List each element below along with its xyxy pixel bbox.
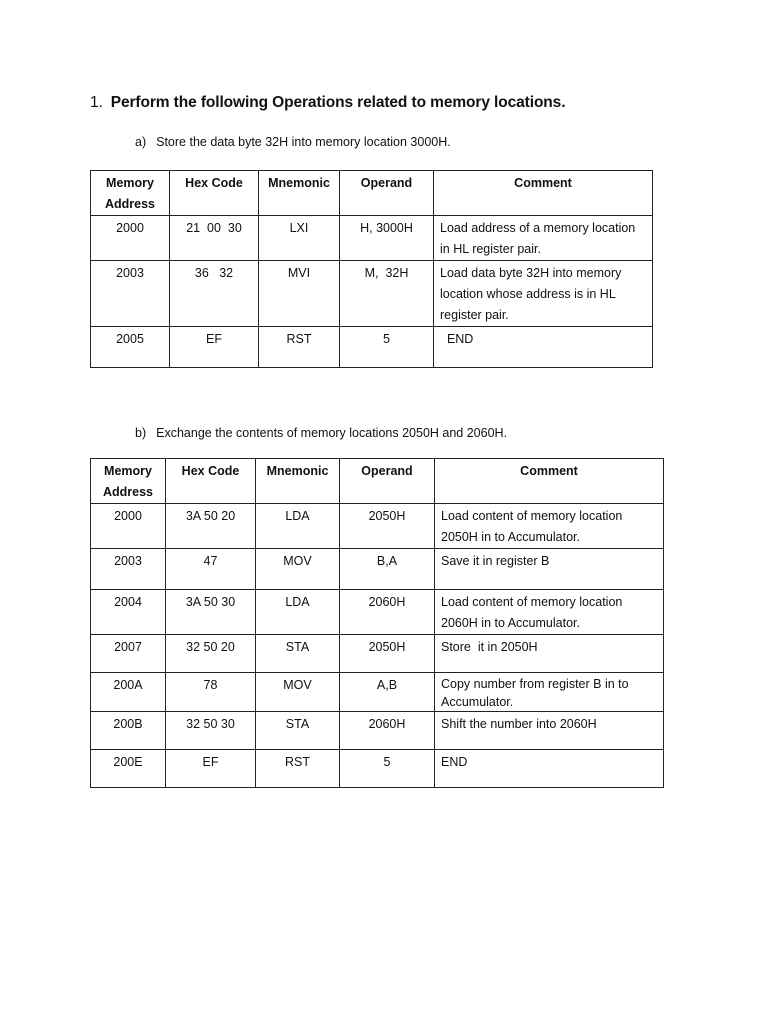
table-row [91, 635, 664, 673]
cell-operand: 2050H [340, 504, 435, 549]
header-mnemonic: Mnemonic [259, 171, 340, 216]
header-memory-address: Memory Address [91, 171, 170, 216]
cell-hex: 47 [166, 549, 256, 590]
cell-operand: 2050H [340, 635, 435, 673]
cell-operand: H, 3000H [340, 216, 434, 261]
part-b-instruction [135, 426, 507, 440]
cell-mnemonic: RST [256, 750, 340, 788]
header-comment: Comment [435, 459, 664, 504]
cell-mnemonic: RST [259, 327, 340, 368]
cell-comment: Load content of memory location 2050H in to Accumulator. [435, 504, 664, 549]
cell-address: 2007 [91, 635, 166, 673]
cell-operand: B,A [340, 549, 435, 590]
cell-mnemonic: MVI [259, 261, 340, 327]
cell-mnemonic: LXI [259, 216, 340, 261]
table-header-row [91, 459, 664, 504]
header-memory-address: Memory Address [91, 459, 166, 504]
header-mnemonic: Mnemonic [256, 459, 340, 504]
cell-mnemonic: STA [256, 635, 340, 673]
section-heading [90, 94, 565, 112]
section-number: 1. [90, 94, 103, 111]
cell-mnemonic: MOV [256, 549, 340, 590]
program-table-a [90, 170, 653, 368]
cell-operand: 2060H [340, 590, 435, 635]
cell-address: 200A [91, 673, 166, 712]
table-row [91, 750, 664, 788]
table-row [91, 504, 664, 549]
cell-comment: Load data byte 32H into memory location whose address is in HL register pair. [434, 261, 653, 327]
cell-address: 2003 [91, 261, 170, 327]
table-row [91, 261, 653, 327]
cell-hex: 32 50 30 [166, 712, 256, 750]
cell-address: 2000 [91, 216, 170, 261]
section-title: Perform the following Operations related to memory locations. [110, 94, 566, 111]
cell-operand: 5 [340, 750, 435, 788]
cell-address: 2005 [91, 327, 170, 368]
table-row [91, 549, 664, 590]
part-a-instruction [135, 135, 451, 149]
cell-hex: EF [166, 750, 256, 788]
table-row [91, 590, 664, 635]
cell-mnemonic: LDA [256, 504, 340, 549]
cell-comment: END [435, 750, 664, 788]
cell-address: 2003 [91, 549, 166, 590]
cell-comment: Load content of memory location 2060H in to Accumulator. [435, 590, 664, 635]
cell-address: 200B [91, 712, 166, 750]
cell-comment: Load address of a memory location in HL register pair. [434, 216, 653, 261]
cell-address: 200E [91, 750, 166, 788]
cell-operand: M, 32H [340, 261, 434, 327]
table-row [91, 327, 653, 368]
cell-address: 2000 [91, 504, 166, 549]
cell-comment: Copy number from register B in to Accumulator. [435, 673, 664, 712]
table-header-row [91, 171, 653, 216]
cell-operand: 2060H [340, 712, 435, 750]
header-operand: Operand [340, 171, 434, 216]
part-b-tag: b) [135, 426, 147, 440]
header-operand: Operand [340, 459, 435, 504]
cell-comment: Store it in 2050H [435, 635, 664, 673]
cell-operand: A,B [340, 673, 435, 712]
header-comment: Comment [434, 171, 653, 216]
program-table-b [90, 458, 664, 788]
part-a-tag: a) [135, 135, 147, 149]
table-row [91, 216, 653, 261]
cell-mnemonic: LDA [256, 590, 340, 635]
cell-hex: 3A 50 20 [166, 504, 256, 549]
cell-comment: END [434, 327, 653, 368]
header-hex-code: Hex Code [170, 171, 259, 216]
cell-mnemonic: MOV [256, 673, 340, 712]
cell-comment: Save it in register B [435, 549, 664, 590]
cell-operand: 5 [340, 327, 434, 368]
part-b-text: Exchange the contents of memory locations 2050H and 2060H. [156, 426, 508, 440]
cell-hex: 78 [166, 673, 256, 712]
cell-address: 2004 [91, 590, 166, 635]
cell-hex: 3A 50 30 [166, 590, 256, 635]
cell-hex: 32 50 20 [166, 635, 256, 673]
table-row [91, 673, 664, 712]
part-a-text: Store the data byte 32H into memory location 3000H. [156, 135, 451, 149]
cell-hex: 36 32 [170, 261, 259, 327]
table-row [91, 712, 664, 750]
header-hex-code: Hex Code [166, 459, 256, 504]
cell-hex: 21 00 30 [170, 216, 259, 261]
cell-mnemonic: STA [256, 712, 340, 750]
cell-comment: Shift the number into 2060H [435, 712, 664, 750]
cell-hex: EF [170, 327, 259, 368]
